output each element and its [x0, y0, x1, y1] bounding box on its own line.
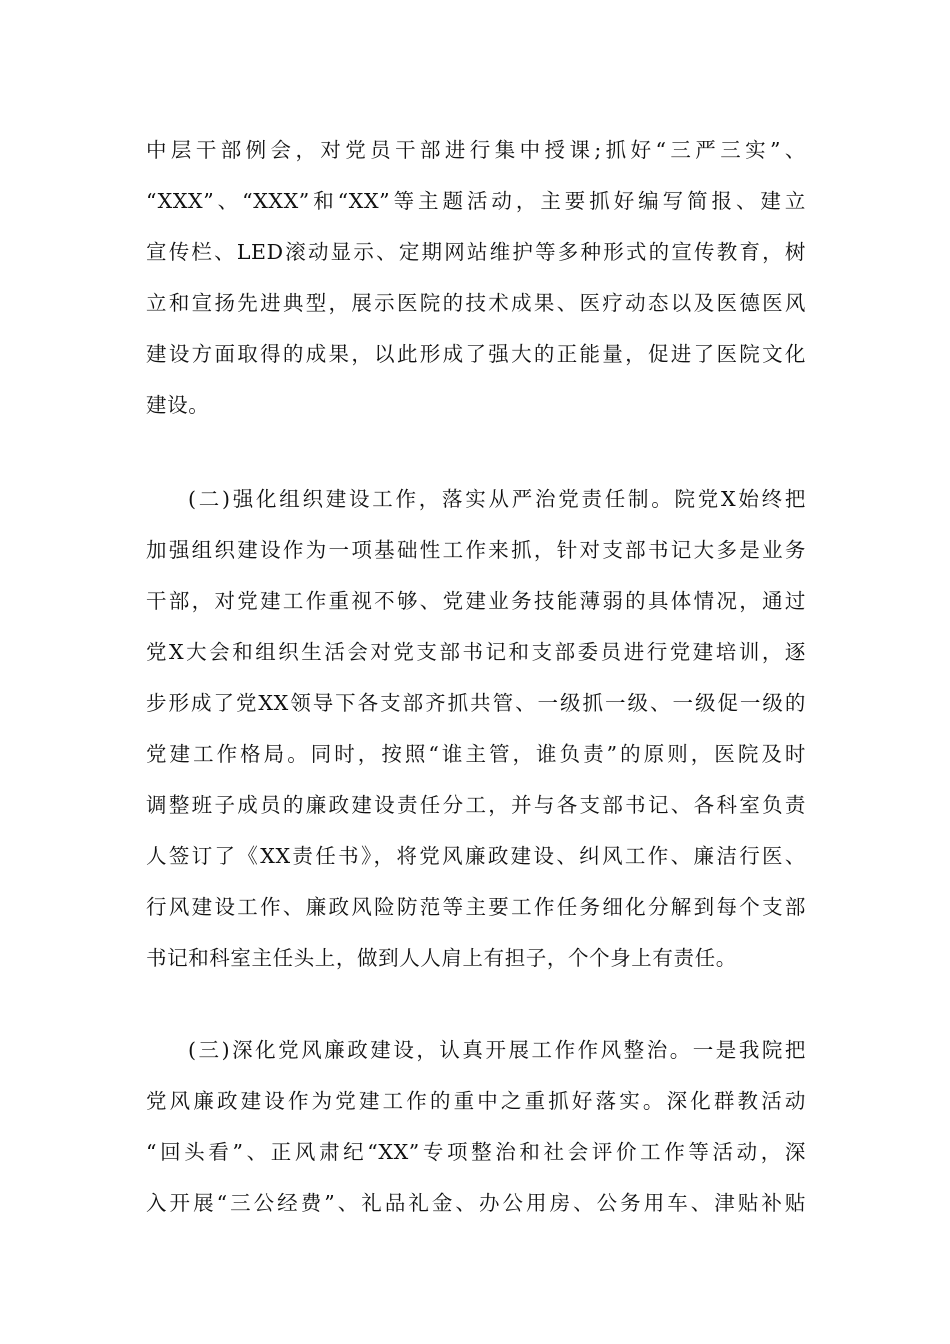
paragraph-1	[146, 125, 806, 431]
text-line: 加强组织建设作为一项基础性工作来抓，针对支部书记大多是业务	[146, 538, 806, 562]
text-line: (二)强化组织建设工作，落实从严治党责任制。院党X始终把	[188, 487, 806, 511]
text-line: 党X大会和组织生活会对党支部书记和支部委员进行党建培训，逐	[146, 640, 806, 664]
text-line: 立和宣扬先进典型，展示医院的技术成果、医疗动态以及医德医风	[146, 291, 806, 315]
text-line: (三)深化党风廉政建设，认真开展工作作风整治。一是我院把	[188, 1038, 806, 1062]
text-line: “XXX”、“XXX”和“XX”等主题活动，主要抓好编写简报、建立	[146, 189, 806, 213]
text-line: 步形成了党XX领导下各支部齐抓共管、一级抓一级、一级促一级的	[146, 691, 806, 715]
text-line: 人签订了《XX责任书》，将党风廉政建设、纠风工作、廉洁行医、	[146, 844, 806, 868]
text-line: 党风廉政建设作为党建工作的重中之重抓好落实。深化群教活动	[146, 1089, 806, 1113]
text-line: 书记和科室主任头上，做到人人肩上有担子，个个身上有责任。	[146, 946, 737, 970]
text-line: 调整班子成员的廉政建设责任分工，并与各支部书记、各科室负责	[146, 793, 806, 817]
text-line: 宣传栏、LED滚动显示、定期网站维护等多种形式的宣传教育，树	[146, 240, 806, 264]
paragraph-3	[146, 1025, 806, 1229]
text-line: 党建工作格局。同时，按照“谁主管，谁负责”的原则，医院及时	[146, 742, 806, 766]
text-line: 中层干部例会，对党员干部进行集中授课;抓好“三严三实”、	[146, 138, 806, 162]
paragraph-2	[146, 474, 806, 984]
text-line: 干部，对党建工作重视不够、党建业务技能薄弱的具体情况，通过	[146, 589, 806, 613]
text-line: 行风建设工作、廉政风险防范等主要工作任务细化分解到每个支部	[146, 895, 806, 919]
text-line: 入开展“三公经费”、礼品礼金、办公用房、公务用车、津贴补贴	[146, 1191, 806, 1215]
text-line: 建设方面取得的成果，以此形成了强大的正能量，促进了医院文化	[146, 342, 806, 366]
text-line: 建设。	[146, 393, 210, 417]
text-line: “回头看”、正风肃纪“XX”专项整治和社会评价工作等活动，深	[146, 1140, 806, 1164]
